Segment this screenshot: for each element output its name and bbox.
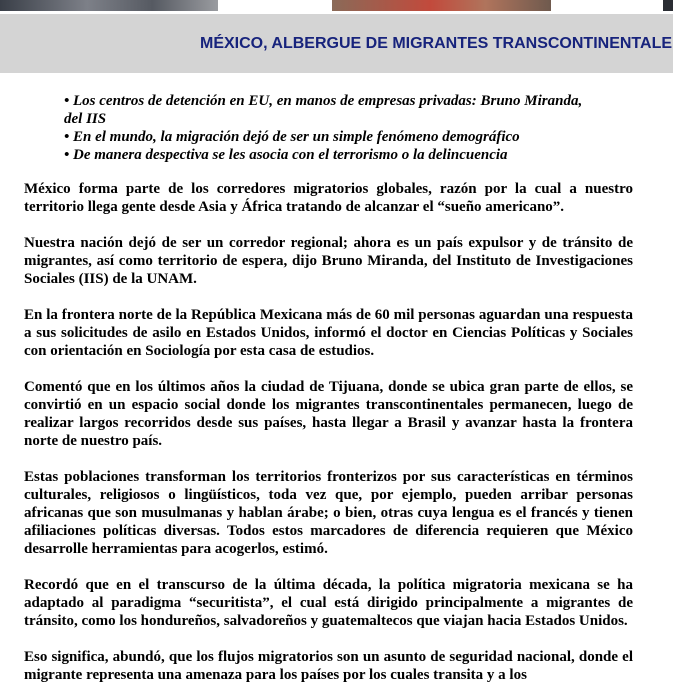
article-paragraph: Recordó que en el transcurso de la última década, la política migratoria mexicana se ha adaptado al paradigma “securitista”, el cual está dirigido principalmente a migrantes de tránsito, como los hondureños, salvadoreños y guatemaltecos que viajan hacia Estados Unidos.: [24, 577, 633, 629]
article-paragraph: México forma parte de los corredores migratorios globales, razón por la cual a nuestro territorio llega gente desde Asia y África tratando de alcanzar el “sueño americano”.: [24, 181, 633, 215]
article-paragraph: Eso significa, abundó, que los flujos migratorios son un asunto de seguridad nacional, donde el migrante representa una amenaza para los países por los cuales transita y a los: [24, 649, 633, 683]
article-paragraph: Comentó que en los últimos años la ciudad de Tijuana, donde se ubica gran parte de ellos, se convirtió en un espacio social donde los migrantes transcontinentales permanecen, luego de realizar largos recorridos desde sus países, hasta llegar a Brasil y avanzar hasta la frontera norte de nuestro país.: [24, 379, 633, 449]
article-paragraph: Estas poblaciones transforman los territorios fronterizos por sus características en términos culturales, religiosos o lingüísticos, toda vez que, por ejemplo, pueden arribar personas africanas que son musulmanas y hablan árabe; o bien, otras cuya lengua es el francés y tienen afiliaciones políticas diversas. Todos estos marcadores de diferencia requieren que México desarrolle herramientas para acogerlos, estimó.: [24, 469, 633, 557]
article-body: [24, 180, 633, 686]
article-paragraph: Nuestra nación dejó de ser un corredor regional; ahora es un país expulsor y de tránsito de migrantes, así como territorio de espera, dijo Bruno Miranda, del Instituto de Investigaciones Sociales (IIS) de la UNAM.: [24, 235, 633, 287]
highlights-list: [64, 92, 604, 164]
page-title: MÉXICO, ALBERGUE DE MIGRANTES TRANSCONTINENTALE: [200, 35, 673, 52]
header-photo-left: [0, 0, 218, 11]
article-paragraph: En la frontera norte de la República Mexicana más de 60 mil personas aguardan una respuesta a sus solicitudes de asilo en Estados Unidos, informó el doctor en Ciencias Políticas y Sociales con orientación en Sociología por esta casa de estudios.: [24, 307, 633, 359]
highlight-item: • De manera despectiva se les asocia con el terrorismo o la delincuencia: [64, 147, 508, 163]
highlight-item: • Los centros de detención en EU, en manos de empresas privadas: Bruno Miranda, del IIS: [64, 93, 583, 127]
header-photo-right: [663, 0, 673, 11]
photo-strip: [0, 0, 673, 11]
highlight-item: • En el mundo, la migración dejó de ser un simple fenómeno demográfico: [64, 129, 520, 145]
header-photo-center: [332, 0, 551, 11]
title-banner: [0, 14, 673, 73]
